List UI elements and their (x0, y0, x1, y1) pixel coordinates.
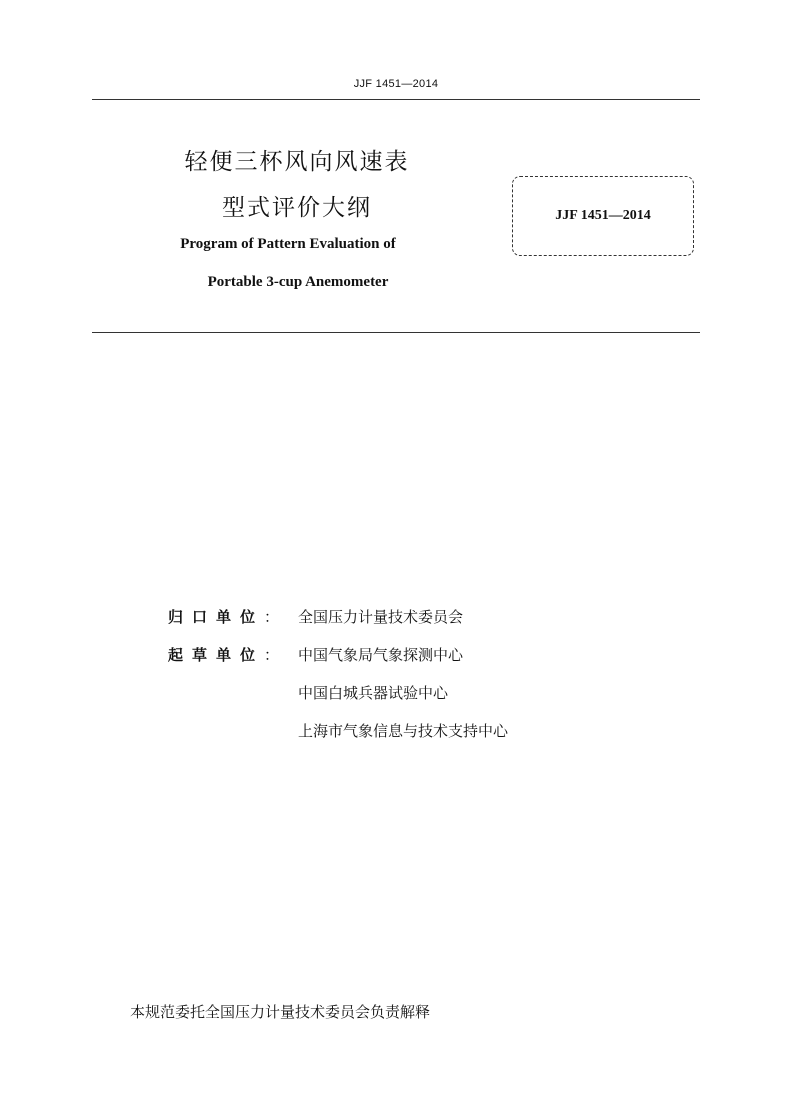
title-chinese-line2: 型式评价大纲 (222, 195, 372, 221)
responsible-unit-row (168, 606, 463, 627)
title-english-line1: Program of Pattern Evaluation of (180, 236, 396, 252)
interpretation-note: 本规范委托全国压力计量技术委员会负责解释 (130, 1003, 431, 1021)
title-english-line2: Portable 3-cup Anemometer (207, 274, 389, 290)
responsible-unit-value: 全国压力计量技术委员会 (298, 608, 464, 626)
drafting-unit-value: 中国气象局气象探测中心 (298, 646, 464, 664)
drafting-unit-continuation: 中国白城兵器试验中心 (298, 684, 449, 702)
standard-code-box-text: JJF 1451—2014 (555, 208, 651, 223)
header-standard-code: JJF 1451—2014 (353, 78, 439, 90)
header-rule (92, 99, 700, 100)
title-rule (92, 332, 700, 333)
drafting-unit-label: 起草单位： (168, 646, 280, 664)
responsible-unit-label: 归口单位： (168, 608, 280, 626)
title-chinese-line1: 轻便三杯风向风速表 (184, 149, 410, 175)
drafting-unit-continuation: 上海市气象信息与技术支持中心 (298, 722, 509, 740)
drafting-unit-row (168, 644, 463, 665)
standard-code-box (512, 176, 694, 256)
